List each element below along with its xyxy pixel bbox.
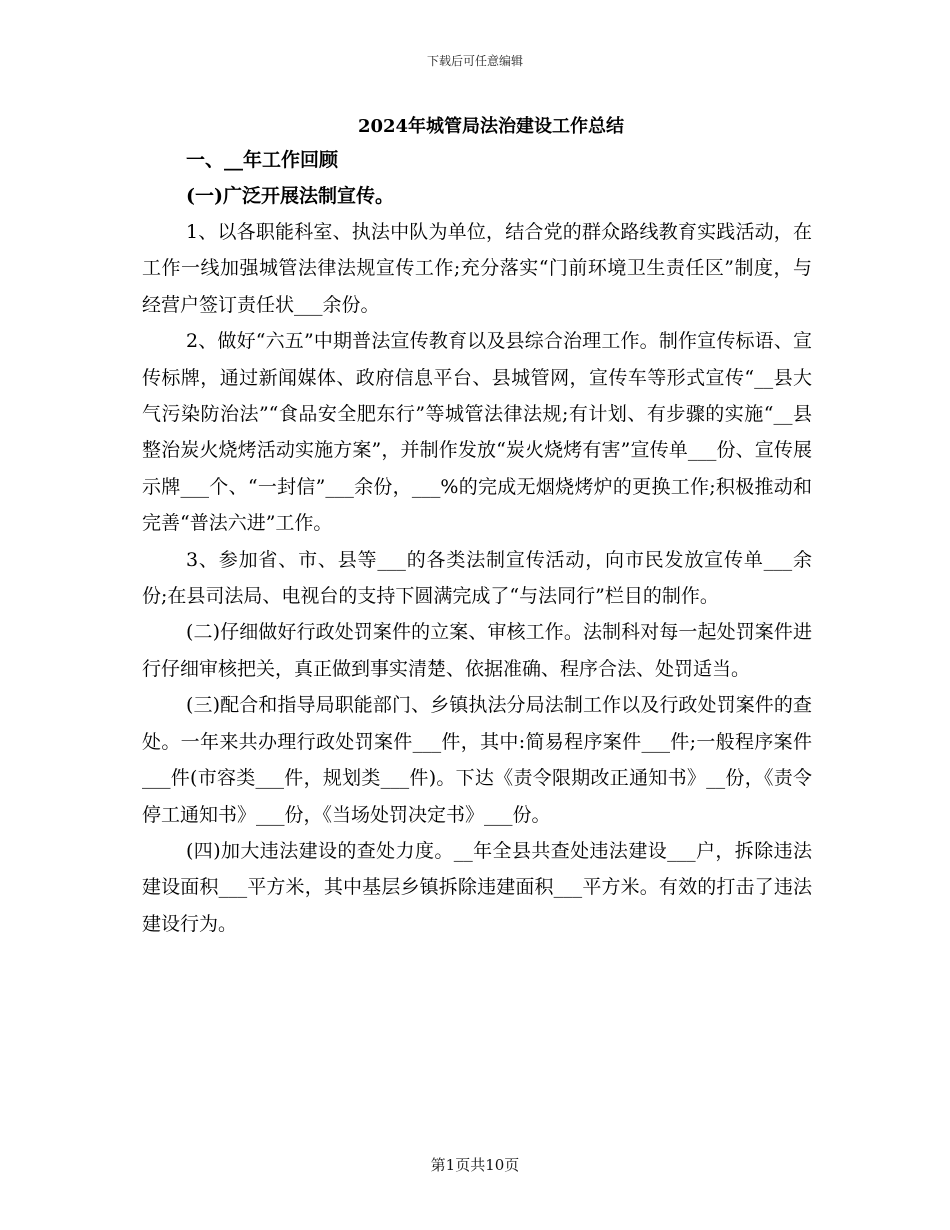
paragraph-2: 2、做好“六五”中期普法宣传教育以及县综合治理工作。制作宣传标语、宣传标牌，通过新闻媒体、政府信息平台、县城管网，宣传车等形式宣传“__县大气污染防治法”“食品安全肥东行”等城管法律法规;有计划、有步骤的实施“__县整治炭火烧烤活动实施方案”，并制作发放“炭火烧烤有害”宣传单___份、宣传展示牌___个、“一封信”___余份，___%的完成无烟烧烤炉的更换工作;积极推动和完善“普法六进”工作。 <box>142 330 812 535</box>
subsection-heading-publicity: (一)广泛开展法制宣传。 <box>186 185 394 207</box>
paragraph-case-review: (二)仔细做好行政处罚案件的立案、审核工作。法制科对每一起处罚案件进行仔细审核把关，真正做到事实清楚、依据准确、程序合法、处罚适当。 <box>142 621 812 680</box>
page-header-note: 下载后可任意编辑 <box>426 54 523 68</box>
section-heading-review: 一、__年工作回顾 <box>186 149 339 171</box>
page-number: 第1页共10页 <box>430 1156 520 1174</box>
paragraph-3: 3、参加省、市、县等___的各类法制宣传活动，向市民发放宣传单___余份;在县司法局、电视台的支持下圆满完成了“与法同行”栏目的制作。 <box>142 548 812 608</box>
document-title: 2024年城管局法治建设工作总结 <box>357 116 625 137</box>
paragraph-illegal-construction: (四)加大违法建设的查处力度。__年全县共查处违法建设___户，拆除违法建设面积___平方米，其中基层乡镇拆除违建面积___平方米。有效的打击了违法建设行为。 <box>142 839 812 935</box>
paragraph-1: 1、以各职能科室、执法中队为单位，结合党的群众路线教育实践活动，在工作一线加强城管法律法规宣传工作;充分落实“门前环境卫生责任区”制度，与经营户签订责任状___余份。 <box>142 221 812 316</box>
paragraph-case-handling: (三)配合和指导局职能部门、乡镇执法分局法制工作以及行政处罚案件的查处。一年来共办理行政处罚案件___件，其中:简易程序案件___件;一般程序案件___件(市容类___件，规划类___件)。下达《责令限期改正通知书》__份，《责令停工通知书》___份，《当场处罚决定书》___份。 <box>142 694 812 826</box>
document-body <box>142 112 812 942</box>
